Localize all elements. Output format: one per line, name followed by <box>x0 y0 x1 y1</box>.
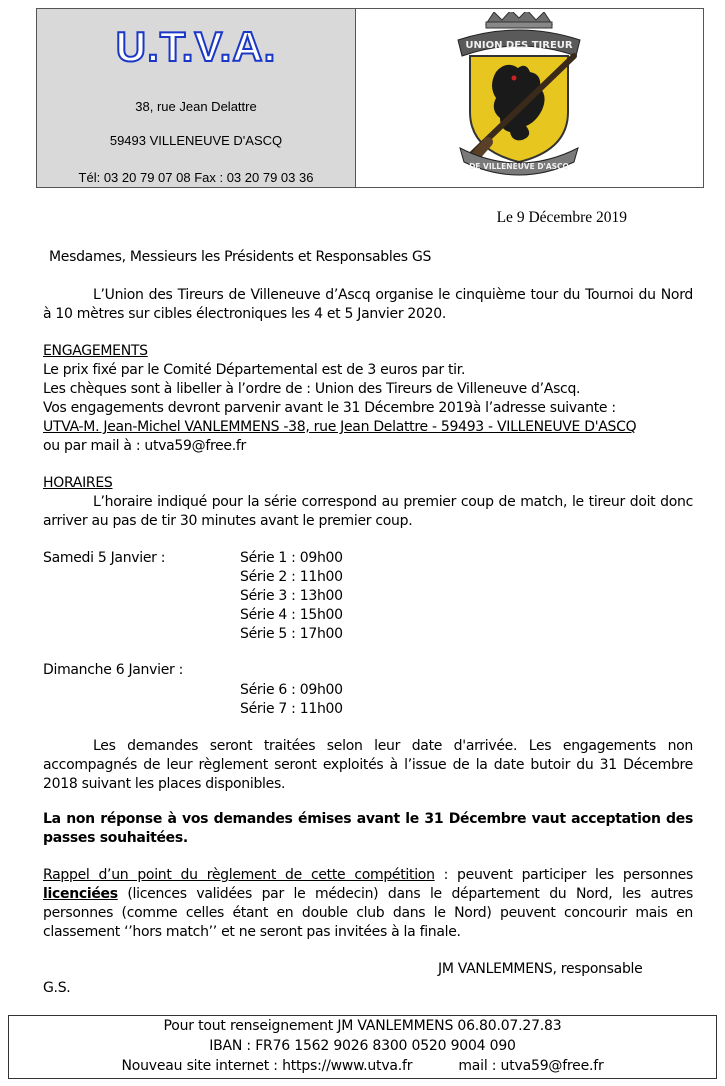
serie-5: Série 5 : 17h00 <box>240 626 343 642</box>
footer-iban: IBAN : FR76 1562 9026 8300 0520 9004 090 <box>209 1038 516 1054</box>
footer-contact-box <box>8 1015 717 1079</box>
club-logo <box>456 12 582 182</box>
letterhead-address-panel <box>37 9 356 187</box>
engagements-heading: ENGAGEMENTS <box>43 343 148 359</box>
rappel-lead: Rappel d’un point du règlement de cette compétition <box>43 867 435 883</box>
org-name: U.T.V.A. <box>115 23 277 70</box>
rappel-text-2: (licences validées par le médecin) dans le département du Nord, les autres personnes (comme celles étant en double club dans le Nord) peuvent concourir mais en classement ‘’hors match’’ et ne seront pas invitées à la finale. <box>43 886 693 940</box>
phone-fax: Tél: 03 20 79 07 08 Fax : 03 20 79 03 36 <box>78 170 314 185</box>
serie-1: Série 1 : 09h00 <box>240 550 343 566</box>
letterhead <box>36 8 704 188</box>
engagements-cheques: Les chèques sont à libeller à l’ordre de : Union des Tireurs de Villeneuve d’Ascq. <box>43 381 581 397</box>
logo-bottom-text: DE VILLENEUVE D'ASCQ <box>469 162 569 171</box>
serie-3: Série 3 : 13h00 <box>240 588 343 604</box>
horaires-paragraph: L’horaire indiqué pour la série correspond au premier coup de match, le tireur doit donc arriver au pas de tir 30 minutes avant le premier coup. <box>43 494 693 529</box>
dimanche-label: Dimanche 6 Janvier : <box>43 662 184 678</box>
letter-date: Le 9 Décembre 2019 <box>496 209 627 226</box>
serie-2: Série 2 : 11h00 <box>240 569 343 585</box>
engagements-price: Le prix fixé par le Comité Départemental est de 3 euros par tir. <box>43 362 466 378</box>
logo-top-text: UNION DES TIREUR <box>465 40 573 51</box>
footer-website[interactable]: Nouveau site internet : https://www.utva.fr <box>121 1058 413 1074</box>
salutation: Mesdames, Messieurs les Présidents et Responsables GS <box>49 249 432 265</box>
rappel-licenciees: licenciées <box>43 886 118 902</box>
signature: JM VANLEMMENS, responsable <box>438 961 643 977</box>
demandes-paragraph: Les demandes seront traitées selon leur date d'arrivée. Les engagements non accompagnés de leur règlement seront exploités à l’issue de la date butoir du 31 Décembre 2018 suivant les places disponibles. <box>43 738 693 792</box>
rappel-paragraph <box>43 866 693 942</box>
footer-mail[interactable]: mail : utva59@free.fr <box>458 1058 604 1074</box>
signature-continued: G.S. <box>43 980 71 996</box>
samedi-label: Samedi 5 Janvier : <box>43 550 166 566</box>
serie-7: Série 7 : 11h00 <box>240 701 343 717</box>
acceptance-notice: La non réponse à vos demandes émises avant le 31 Décembre vaut acceptation des passes souhaitées. <box>43 811 693 846</box>
address-city: 59493 VILLENEUVE D'ASCQ <box>109 133 283 148</box>
footer-contact: Pour tout renseignement JM VANLEMMENS 06.80.07.27.83 <box>163 1018 562 1034</box>
serie-4: Série 4 : 15h00 <box>240 607 343 623</box>
rappel-text-1: : peuvent participer les personnes <box>434 867 693 883</box>
horaires-heading: HORAIRES <box>43 475 113 491</box>
engagements-deadline: Vos engagements devront parvenir avant le 31 Décembre 2019à l’adresse suivante : <box>43 400 616 416</box>
logo-panel <box>356 9 703 187</box>
footer-web-mail <box>9 1058 716 1074</box>
engagements-address: UTVA-M. Jean-Michel VANLEMMENS -38, rue Jean Delattre - 59493 - VILLENEUVE D'ASCQ <box>43 419 637 435</box>
serie-6: Série 6 : 09h00 <box>240 682 343 698</box>
intro-paragraph: L’Union des Tireurs de Villeneuve d’Ascq organise le cinquième tour du Tournoi du Nord à 10 mètres sur cibles électroniques les 4 et 5 Janvier 2020. <box>43 287 693 322</box>
engagements-mail: ou par mail à : utva59@free.fr <box>43 438 246 454</box>
address-street: 38, rue Jean Delattre <box>135 99 257 114</box>
